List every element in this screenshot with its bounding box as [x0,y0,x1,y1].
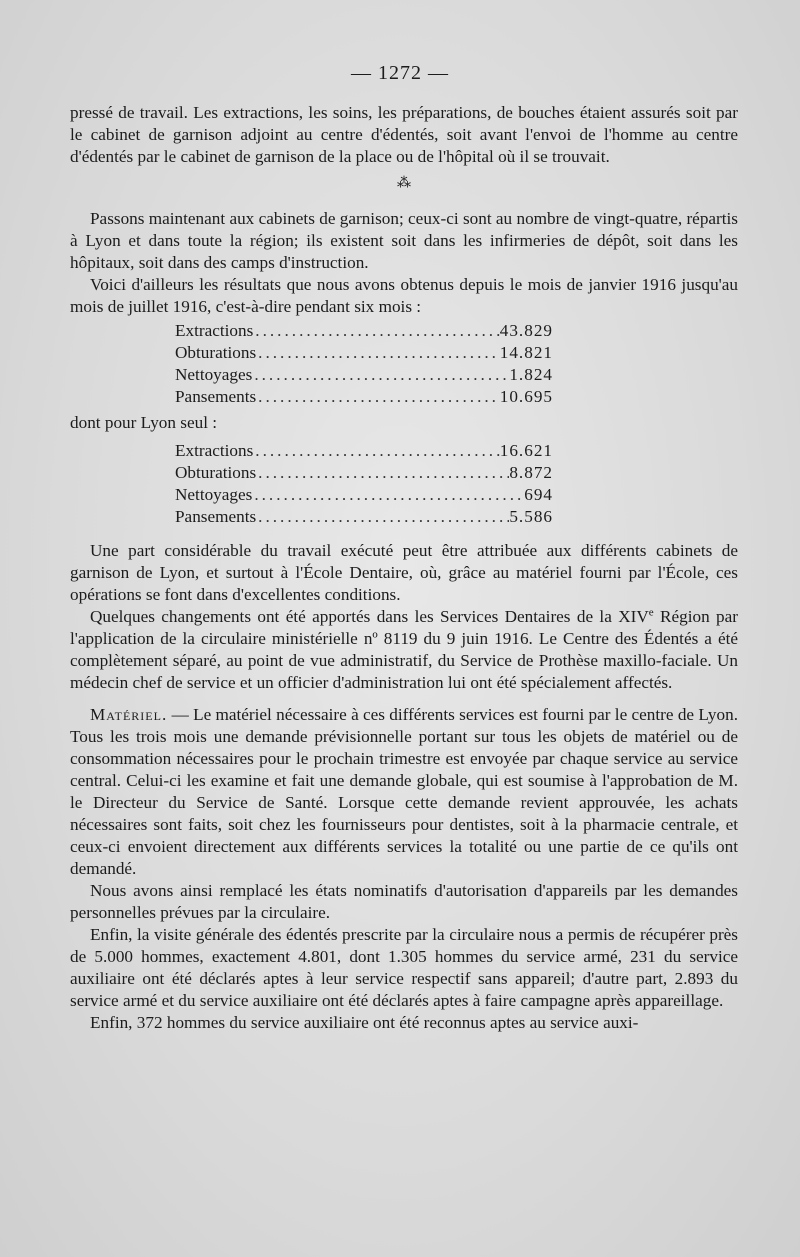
stat-row [175,342,553,364]
section-heading: Matériel. [90,705,168,724]
dot-leader [256,342,500,364]
stat-row [175,320,553,342]
stat-value: 14.821 [499,343,553,362]
stat-label: Pansements [175,507,257,526]
stat-row [175,364,553,386]
stat-row [175,462,553,484]
paragraph-materiel [70,704,738,880]
page-number: — 1272 — [351,62,449,84]
stat-label: Extractions [175,321,254,340]
section-separator: ⁂ [397,176,411,191]
stat-label: Extractions [175,441,254,460]
lyon-subheading: dont pour Lyon seul : [70,413,218,432]
paragraph-text: Quelques changements ont été apportés dans les Services Dentaires de la XIV [90,607,649,626]
dot-leader [256,462,509,484]
stat-row [175,506,553,528]
dot-leader [253,440,499,462]
stat-value: 8.872 [509,463,553,482]
stat-value: 43.829 [499,321,553,340]
paragraph-visite-generale: Enfin, la visite générale des édentés prescrite par la circulaire nous a permis de récupérer près de 5.000 hommes, exactement 4.801, dont 1.305 hommes du service armé, 231 du service auxiliaire ont été déclarés aptes à leur service respectif sans appareil; d'autre part, 2.893 du service armé et du service auxiliaire ont été déclarés aptes à faire campagne après appareillage. [70,925,738,1010]
stat-value: 694 [524,485,553,504]
stat-value: 16.621 [499,441,553,460]
stat-row [175,440,553,462]
stats-lyon-list [175,440,553,528]
stat-label: Nettoyages [175,365,253,384]
stat-label: Nettoyages [175,485,253,504]
stat-label: Obturations [175,343,257,362]
paragraph-service-auxiliaire: Enfin, 372 hommes du service auxiliaire ont été reconnus aptes au service auxi- [90,1013,639,1032]
stat-value: 1.824 [509,365,553,384]
stat-label: Pansements [175,387,257,406]
dot-leader [252,484,524,506]
stats-total-list [175,320,553,408]
paragraph-changements [70,606,738,694]
dot-leader [253,320,499,342]
stat-value: 5.586 [509,507,553,526]
paragraph-etats-nominatifs: Nous avons ainsi remplacé les états nominatifs d'autorisation d'appareils par les demandes personnelles prévues par la circulaire. [70,881,738,922]
stat-row [175,386,553,408]
page-body [70,102,738,1034]
dot-leader [256,386,500,408]
paragraph-text: — Le matériel nécessaire à ces différents services est fourni par le centre de Lyon. Tous les trois mois une demande prévisionnelle portant sur tous les objets de matériel ou de consommation nécessaires pour le prochain trimestre est envoyée par chaque service au service central. Celui-ci les examine et fait une demande globale, qui est soumise à l'approbation de M. le Directeur du Service de Santé. Lorsque cette demande revient approuvée, les achats nécessaires sont faits, soit chez les fournisseurs pour dentistes, soit à la pharmacie centrale, et ceux-ci envoient directement aux différents services la totalité ou une partie de ce qu'ils ont demandé. [70,705,738,878]
superscript: e [648,606,654,619]
stat-label: Obturations [175,463,257,482]
dot-leader [252,364,509,386]
dot-leader [256,506,509,528]
stat-row [175,484,553,506]
paragraph-text: Région par l'application de la circulaire ministérielle nº 8119 du 9 juin 1916. Le Centre des Édentés a été complètement séparé, au point de vue administratif, du Service de Prothèse maxillo-faciale. Un médecin chef de service et un officier d'administration lui ont été spécialement affectés. [70,607,738,692]
paragraph-results-intro: Voici d'ailleurs les résultats que nous avons obtenus depuis le mois de janvier 1916 jusqu'au mois de juillet 1916, c'est-à-dire pendant six mois : [70,275,738,316]
paragraph-ecole-dentaire: Une part considérable du travail exécuté peut être attribuée aux différents cabinets de garnison de Lyon, et surtout à l'École Dentaire, où, grâce au matériel fourni par l'École, ces opérations se font dans d'excellentes conditions. [70,541,738,604]
paragraph-cabinets: Passons maintenant aux cabinets de garnison; ceux-ci sont au nombre de vingt-quatre, répartis à Lyon et dans toute la région; ils existent soit dans les infirmeries de dépôt, soit dans les hôpitaux, soit dans des camps d'instruction. [70,209,738,272]
stat-value: 10.695 [499,387,553,406]
paragraph-continuation: pressé de travail. Les extractions, les soins, les préparations, de bouches étaient assurés soit par le cabinet de garnison adjoint au centre d'édentés, soit avant l'envoi de l'homme au centre d'édentés par le cabinet de garnison de la place ou de l'hôpital où il se trouvait. [70,103,738,166]
